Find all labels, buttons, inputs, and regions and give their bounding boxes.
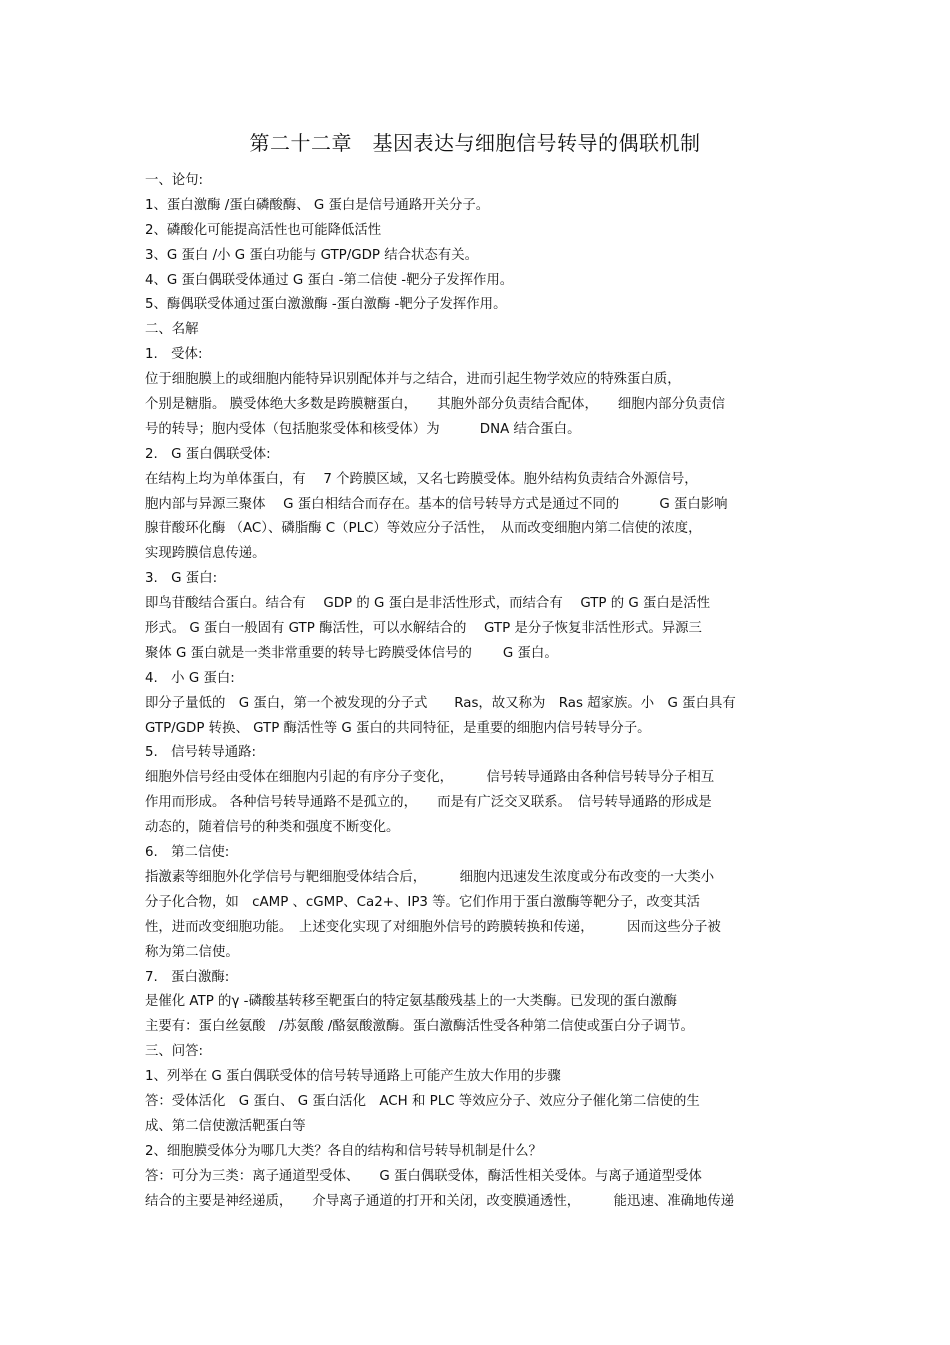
text-line: 细胞外信号经由受体在细胞内引起的有序分子变化， 信号转导通路由各种信号转导分子相互 bbox=[145, 770, 715, 786]
text-line: 5. 信号转导通路: bbox=[145, 745, 257, 761]
text-line: 成、第二信使激活靶蛋白等 bbox=[145, 1118, 306, 1134]
text-line: 4、G 蛋白偶联受体通过 G 蛋白 -第二信使 -靶分子发挥作用。 bbox=[145, 272, 514, 288]
text-line: 腺苷酸环化酶 （AC）、磷脂酶 C（PLC）等效应分子活性， 从而改变细胞内第二信使的浓度， bbox=[145, 521, 702, 537]
text-line: GTP/GDP 转换、 GTP 酶活性等 G 蛋白的共同特征，是重要的细胞内信号转导分子。 bbox=[145, 720, 651, 736]
text-line: 号的转导；胞内受体（包括胞浆受体和核受体）为 DNA 结合蛋白。 bbox=[145, 421, 581, 437]
text-line: 即鸟苷酸结合蛋白。结合有 GDP 的 G 蛋白是非活性形式，而结合有 GTP 的 G 蛋白是活性 bbox=[145, 596, 710, 612]
text-line: 在结构上均为单体蛋白，有 7 个跨膜区域，又名七跨膜受体。胞外结构负责结合外源信号， bbox=[145, 471, 698, 487]
text-line: 是催化 ATP 的γ -磷酸基转移至靶蛋白的特定氨基酸残基上的一大类酶。已发现的蛋白激酶 bbox=[145, 994, 677, 1010]
text-line: 7. 蛋白激酶: bbox=[145, 969, 230, 985]
text-line: 6. 第二信使: bbox=[145, 845, 230, 861]
text-line: 4. 小 G 蛋白: bbox=[145, 670, 235, 686]
text-line: 3. G 蛋白: bbox=[145, 571, 218, 587]
text-line: 即分子量低的 G 蛋白，第一个被发现的分子式 Ras，故又称为 Ras 超家族。小 G 蛋白具有 bbox=[145, 695, 736, 711]
text-line: 二、名解 bbox=[145, 322, 199, 338]
text-line: 作用而形成。 各种信号转导通路不是孤立的， 而是有广泛交叉联系。 信号转导通路的形成是 bbox=[145, 795, 712, 811]
text-line: 答：受体活化 G 蛋白、 G 蛋白活化 ACH 和 PLC 等效应分子、效应分子催化第二信使的生 bbox=[145, 1093, 700, 1109]
text-line: 主要有：蛋白丝氨酸 /苏氨酸 /酪氨酸激酶。蛋白激酶活性受各种第二信使或蛋白分子调节。 bbox=[145, 1019, 694, 1035]
text-line: 1. 受体: bbox=[145, 347, 203, 363]
text-line: 胞内部与异源三聚体 G 蛋白相结合而存在。基本的信号转导方式是通过不同的 G 蛋白影响 bbox=[145, 496, 728, 512]
text-line: 指激素等细胞外化学信号与靶细胞受体结合后， 细胞内迅速发生浓度或分布改变的一大类小 bbox=[145, 869, 715, 885]
text-line: 1、列举在 G 蛋白偶联受体的信号转导通路上可能产生放大作用的步骤 bbox=[145, 1069, 561, 1085]
text-line: 分子化合物，如 cAMP 、cGMP、Ca2+、IP3 等。它们作用于蛋白激酶等靶分子，改变其活 bbox=[145, 894, 700, 910]
text-line: 聚体 G 蛋白就是一类非常重要的转导七跨膜受体信号的 G 蛋白。 bbox=[145, 645, 558, 661]
text-line: 称为第二信使。 bbox=[145, 944, 239, 960]
text-line: 动态的，随着信号的种类和强度不断变化。 bbox=[145, 820, 400, 836]
chapter-title: 第二十二章 基因表达与细胞信号转导的偶联机制 bbox=[249, 131, 701, 155]
text-line: 个别是糖脂。 膜受体绝大多数是跨膜糖蛋白， 其胞外部分负责结合配体， 细胞内部分负责信 bbox=[145, 397, 726, 413]
text-line: 2、细胞膜受体分为哪几大类？各自的结构和信号转导机制是什么？ bbox=[145, 1143, 542, 1159]
text-line: 3、G 蛋白 /小 G 蛋白功能与 GTP/GDP 结合状态有关。 bbox=[145, 247, 478, 263]
text-line: 三、问答: bbox=[145, 1044, 204, 1060]
text-line: 实现跨膜信息传递。 bbox=[145, 546, 266, 562]
text-line: 5、酶偶联受体通过蛋白激激酶 -蛋白激酶 -靶分子发挥作用。 bbox=[145, 297, 507, 313]
text-line: 结合的主要是神经递质， 介导离子通道的打开和关闭，改变膜通透性， 能迅速、准确地传递 bbox=[145, 1193, 735, 1209]
text-line: 答：可分为三类：离子通道型受体、 G 蛋白偶联受体，酶活性相关受体。与离子通道型受体 bbox=[145, 1168, 702, 1184]
text-line: 2、磷酸化可能提高活性也可能降低活性 bbox=[145, 222, 382, 238]
text-line: 位于细胞膜上的或细胞内能特异识别配体并与之结合，进而引起生物学效应的特殊蛋白质， bbox=[145, 372, 681, 388]
text-line: 形式。 G 蛋白一般固有 GTP 酶活性，可以水解结合的 GTP 是分子恢复非活性形式。异源三 bbox=[145, 621, 702, 637]
text-line: 性，进而改变细胞功能。 上述变化实现了对细胞外信号的跨膜转换和传递， 因而这些分子被 bbox=[145, 919, 721, 935]
text-line: 一、论句: bbox=[145, 173, 204, 188]
document-body bbox=[145, 169, 810, 1214]
text-line: 2. G 蛋白偶联受体: bbox=[145, 446, 271, 462]
text-line: 1、蛋白激酶 /蛋白磷酸酶、 G 蛋白是信号通路开关分子。 bbox=[145, 197, 490, 213]
